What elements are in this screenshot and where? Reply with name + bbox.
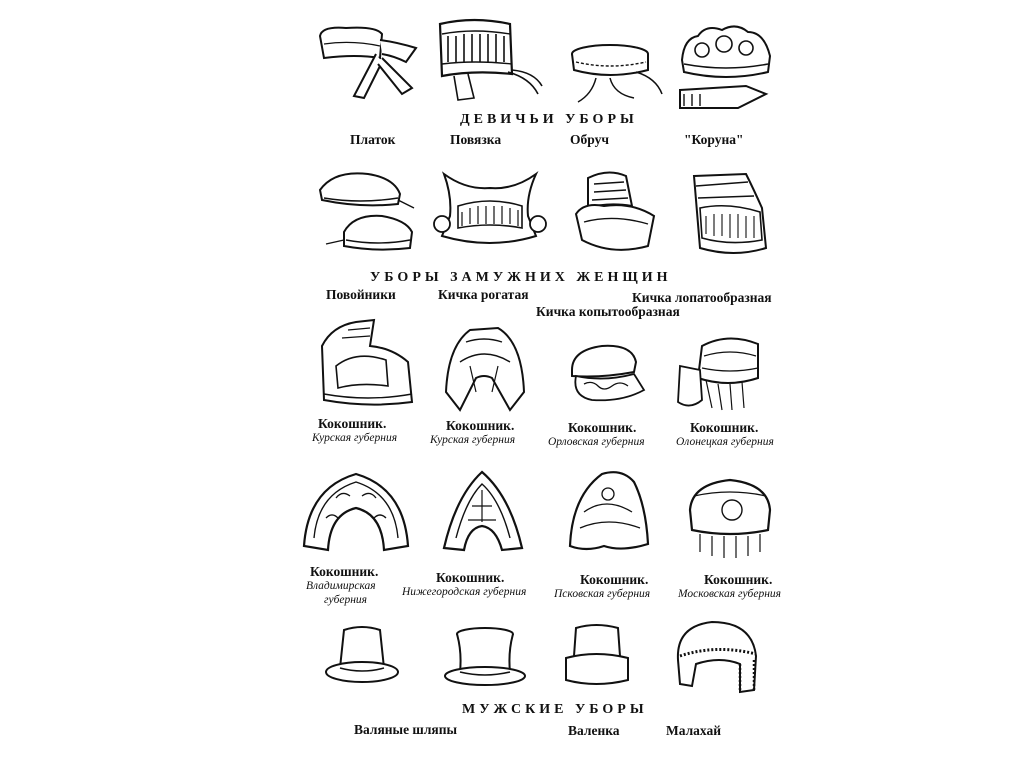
caption-kokoshnik-3: Кокошник. xyxy=(568,420,637,435)
caption-region-1: Курская губерния xyxy=(312,432,398,444)
kokoshnik-moscow-illustration xyxy=(682,474,778,560)
caption-kokoshnik-7: Кокошник. xyxy=(580,572,649,587)
section-title-men: МУЖСКИЕ УБОРЫ xyxy=(462,702,648,717)
caption-kokoshnik-2: Кокошник. xyxy=(446,418,515,433)
caption-povyazka: Повязка xyxy=(450,132,502,147)
caption-region-4: Олонецкая губерния xyxy=(676,436,774,448)
kokoshnik-kursk-2-illustration xyxy=(440,322,530,414)
caption-povoyniki: Повойники xyxy=(326,287,396,302)
povyazka-illustration xyxy=(434,14,544,110)
kokoshnik-kursk-1-illustration xyxy=(312,316,418,410)
section-title-girls: ДЕВИЧЬИ УБОРЫ xyxy=(460,112,638,127)
obruch-illustration xyxy=(566,38,666,110)
malakhay-illustration xyxy=(670,616,764,698)
caption-region-8: Московская губерния xyxy=(678,588,782,600)
caption-kokoshnik-4: Кокошник. xyxy=(690,420,759,435)
caption-koruna: "Коруна" xyxy=(684,132,744,147)
valyanaya-shlyapa-1-illustration xyxy=(320,624,404,688)
caption-region-3: Орловская губерния xyxy=(548,436,645,448)
section-title-married: УБОРЫ ЗАМУЖНИХ ЖЕНЩИН xyxy=(370,270,672,285)
caption-region-6: Нижегородская губерния xyxy=(402,586,527,598)
koruna-illustration xyxy=(676,20,780,112)
caption-kokoshnik-8: Кокошник. xyxy=(704,572,773,587)
caption-malakhay: Малахай xyxy=(666,723,722,738)
caption-kokoshnik-6: Кокошник. xyxy=(436,570,505,585)
caption-kokoshnik-5: Кокошник. xyxy=(310,564,379,579)
caption-region-2: Курская губерния xyxy=(430,434,516,446)
caption-region-5-line1: Владимирская xyxy=(306,580,376,592)
caption-platok: Платок xyxy=(350,132,396,147)
kichka-lopatoobraznaya-illustration xyxy=(684,168,784,264)
platok-illustration xyxy=(316,18,422,104)
povoyniki-illustration xyxy=(314,168,424,258)
caption-kichka-kopytoobraznaya: Кичка копытообразная xyxy=(536,304,680,319)
kichka-rogataya-illustration xyxy=(432,166,548,262)
caption-obruch: Обруч xyxy=(570,132,609,147)
kokoshnik-nizhny-illustration xyxy=(436,466,530,558)
kichka-kopytoobraznaya-illustration xyxy=(568,166,668,258)
kokoshnik-olonets-illustration xyxy=(672,330,772,416)
valyanaya-shlyapa-2-illustration xyxy=(440,624,530,690)
kokoshnik-pskov-illustration xyxy=(562,466,654,558)
caption-kichka-rogataya: Кичка рогатая xyxy=(438,287,529,302)
caption-kokoshnik-1: Кокошник. xyxy=(318,416,387,431)
caption-valyanye-shlyapy: Валяные шляпы xyxy=(354,722,458,737)
kokoshnik-vladimir-illustration xyxy=(298,468,414,556)
caption-region-5-line2: губерния xyxy=(324,594,368,606)
valenka-illustration xyxy=(560,622,634,688)
caption-valenka: Валенка xyxy=(568,723,620,738)
caption-region-7: Псковская губерния xyxy=(554,588,651,600)
caption-kichka-lopatoobraznaya: Кичка лопатообразная xyxy=(632,290,772,305)
kokoshnik-orel-illustration xyxy=(562,336,662,406)
